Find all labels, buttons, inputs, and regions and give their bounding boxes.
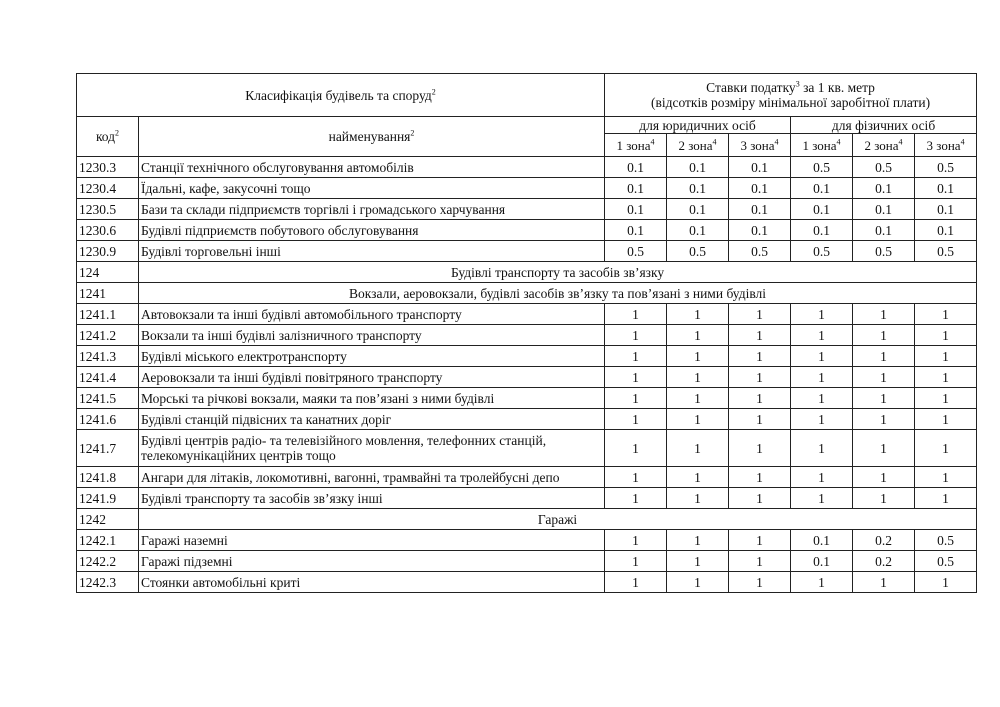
rate-cell: 1	[791, 430, 853, 467]
rate-cell: 1	[791, 409, 853, 430]
rate-cell: 0.5	[791, 241, 853, 262]
name-cell: Гаражі наземні	[139, 530, 605, 551]
rate-cell: 1	[729, 551, 791, 572]
table-row	[77, 430, 977, 467]
rate-cell: 1	[605, 388, 667, 409]
rate-cell: 0.1	[667, 178, 729, 199]
name-cell: Морські та річкові вокзали, маяки та пов’язані з ними будівлі	[139, 388, 605, 409]
rate-cell: 0.1	[791, 530, 853, 551]
code-cell: 1241.5	[77, 388, 139, 409]
table-row	[77, 325, 977, 346]
zone-header: 1 зона$^4$	[605, 134, 667, 157]
rate-cell: 1	[853, 488, 915, 509]
code-cell: 1241.1	[77, 304, 139, 325]
rate-cell: 1	[915, 367, 977, 388]
rate-cell: 1	[853, 467, 915, 488]
code-cell: 124	[77, 262, 139, 283]
rate-cell: 1	[605, 467, 667, 488]
table-row	[77, 488, 977, 509]
zone-header: 3 зона$^4$	[915, 134, 977, 157]
table-row	[77, 551, 977, 572]
rate-cell: 1	[729, 367, 791, 388]
rate-cell: 1	[605, 304, 667, 325]
rate-cell: 1	[605, 430, 667, 467]
rate-cell: 1	[853, 388, 915, 409]
code-cell: 1230.5	[77, 199, 139, 220]
name-cell: Будівлі торговельні інші	[139, 241, 605, 262]
code-cell: 1241.2	[77, 325, 139, 346]
name-cell: Будівлі центрів радіо- та телевізійного мовлення, телефонних станцій, телекомунікаційних центрів тощо	[139, 430, 605, 467]
table-row	[77, 388, 977, 409]
code-cell: 1242	[77, 509, 139, 530]
rate-cell: 0.5	[915, 157, 977, 178]
rate-cell: 1	[853, 346, 915, 367]
table-row	[77, 346, 977, 367]
rate-cell: 0.1	[667, 199, 729, 220]
rate-cell: 1	[915, 430, 977, 467]
rate-cell: 1	[853, 409, 915, 430]
rate-cell: 1	[915, 388, 977, 409]
rate-cell: 0.1	[729, 178, 791, 199]
rate-cell: 1	[915, 304, 977, 325]
classification-header: Класифікація будівель та споруд$^2$	[77, 74, 605, 117]
rate-cell: 0.1	[729, 220, 791, 241]
rate-cell: 1	[605, 488, 667, 509]
rate-cell: 1	[791, 572, 853, 593]
table-row	[77, 178, 977, 199]
rate-cell: 1	[605, 409, 667, 430]
rate-cell: 0.1	[853, 178, 915, 199]
rate-cell: 1	[667, 409, 729, 430]
rate-cell: 1	[791, 304, 853, 325]
rate-cell: 1	[667, 304, 729, 325]
rate-cell: 1	[915, 488, 977, 509]
code-cell: 1242.3	[77, 572, 139, 593]
rate-cell: 0.5	[915, 530, 977, 551]
name-cell: Стоянки автомобільні криті	[139, 572, 605, 593]
code-cell: 1241.6	[77, 409, 139, 430]
rate-cell: 0.1	[605, 178, 667, 199]
rate-cell: 1	[605, 325, 667, 346]
section-title: Будівлі транспорту та засобів зв’язку	[139, 262, 977, 283]
rate-cell: 0.1	[605, 199, 667, 220]
rate-cell: 1	[605, 551, 667, 572]
code-cell: 1230.3	[77, 157, 139, 178]
table-row	[77, 367, 977, 388]
code-cell: 1230.9	[77, 241, 139, 262]
rate-cell: 0.2	[853, 551, 915, 572]
rate-cell: 1	[791, 467, 853, 488]
name-cell: Будівлі підприємств побутового обслуговування	[139, 220, 605, 241]
rate-cell: 1	[729, 467, 791, 488]
rate-cell: 0.1	[915, 178, 977, 199]
rate-cell: 1	[729, 430, 791, 467]
code-cell: 1242.1	[77, 530, 139, 551]
rate-cell: 0.1	[853, 199, 915, 220]
table-row	[77, 157, 977, 178]
name-cell: Станції технічного обслуговування автомобілів	[139, 157, 605, 178]
section-title: Гаражі	[139, 509, 977, 530]
rate-cell: 1	[853, 367, 915, 388]
rate-cell: 1	[729, 530, 791, 551]
rate-cell: 1	[915, 467, 977, 488]
rates-header: Ставки податку$^3$ за 1 кв. метр (відсотків розміру мінімальної заробітної плати)	[605, 74, 977, 117]
rate-cell: 1	[667, 572, 729, 593]
rate-cell: 1	[791, 367, 853, 388]
zone-header: 2 зона$^4$	[853, 134, 915, 157]
rate-cell: 1	[729, 304, 791, 325]
code-cell: 1241.7	[77, 430, 139, 467]
name-cell: Аеровокзали та інші будівлі повітряного транспорту	[139, 367, 605, 388]
table-row	[77, 530, 977, 551]
rate-cell: 0.5	[667, 241, 729, 262]
zone-header: 3 зона$^4$	[729, 134, 791, 157]
rate-cell: 1	[667, 367, 729, 388]
zone-header: 2 зона$^4$	[667, 134, 729, 157]
table-row	[77, 572, 977, 593]
rate-cell: 0.1	[729, 157, 791, 178]
rate-cell: 1	[605, 346, 667, 367]
name-cell: Ангари для літаків, локомотивні, вагонні, трамвайні та тролейбусні депо	[139, 467, 605, 488]
table-row	[77, 199, 977, 220]
section-row	[77, 509, 977, 530]
rate-cell: 0.2	[853, 530, 915, 551]
rate-cell: 1	[667, 551, 729, 572]
rate-cell: 0.5	[729, 241, 791, 262]
name-cell: Гаражі підземні	[139, 551, 605, 572]
rate-cell: 1	[667, 467, 729, 488]
name-cell: Вокзали та інші будівлі залізничного транспорту	[139, 325, 605, 346]
table-row	[77, 467, 977, 488]
legal-entities-header: для юридичних осіб	[605, 117, 791, 134]
name-cell: Будівлі міського електротранспорту	[139, 346, 605, 367]
section-row	[77, 262, 977, 283]
rate-cell: 1	[791, 488, 853, 509]
code-cell: 1241.8	[77, 467, 139, 488]
rate-cell: 1	[605, 367, 667, 388]
code-cell: 1241.3	[77, 346, 139, 367]
rate-cell: 0.1	[791, 220, 853, 241]
rate-cell: 1	[605, 530, 667, 551]
rate-cell: 1	[667, 530, 729, 551]
table-row	[77, 220, 977, 241]
name-cell: Їдальні, кафе, закусочні тощо	[139, 178, 605, 199]
rate-cell: 1	[667, 430, 729, 467]
rate-cell: 1	[667, 488, 729, 509]
section-row	[77, 283, 977, 304]
rate-cell: 1	[729, 388, 791, 409]
rate-cell: 1	[729, 488, 791, 509]
rate-cell: 1	[605, 572, 667, 593]
rate-cell: 1	[915, 572, 977, 593]
rate-cell: 0.1	[667, 157, 729, 178]
code-header: код$^2$	[77, 117, 139, 157]
code-cell: 1242.2	[77, 551, 139, 572]
rate-cell: 1	[729, 572, 791, 593]
rate-cell: 0.1	[915, 220, 977, 241]
table-row	[77, 409, 977, 430]
code-cell: 1230.4	[77, 178, 139, 199]
rate-cell: 1	[853, 572, 915, 593]
table-row	[77, 304, 977, 325]
rate-cell: 0.5	[791, 157, 853, 178]
name-cell: Будівлі станцій підвісних та канатних доріг	[139, 409, 605, 430]
rate-cell: 1	[791, 388, 853, 409]
name-cell: Бази та склади підприємств торгівлі і громадського харчування	[139, 199, 605, 220]
rate-cell: 1	[791, 325, 853, 346]
rate-cell: 0.1	[791, 551, 853, 572]
rate-cell: 1	[729, 325, 791, 346]
rate-cell: 1	[853, 325, 915, 346]
rate-cell: 1	[667, 388, 729, 409]
code-cell: 1241.4	[77, 367, 139, 388]
rate-cell: 1	[853, 430, 915, 467]
name-cell: Будівлі транспорту та засобів зв’язку інші	[139, 488, 605, 509]
rate-cell: 1	[915, 325, 977, 346]
individuals-header: для фізичних осіб	[791, 117, 977, 134]
code-cell: 1230.6	[77, 220, 139, 241]
rate-cell: 0.1	[605, 220, 667, 241]
rate-cell: 0.1	[915, 199, 977, 220]
code-cell: 1241.9	[77, 488, 139, 509]
rate-cell: 1	[853, 304, 915, 325]
code-cell: 1241	[77, 283, 139, 304]
rate-cell: 0.5	[853, 241, 915, 262]
rate-cell: 0.5	[915, 551, 977, 572]
rate-cell: 0.5	[853, 157, 915, 178]
rate-cell: 0.5	[915, 241, 977, 262]
rate-cell: 0.1	[605, 157, 667, 178]
rate-cell: 1	[791, 346, 853, 367]
rate-cell: 1	[915, 409, 977, 430]
rate-cell: 1	[667, 346, 729, 367]
name-cell: Автовокзали та інші будівлі автомобільного транспорту	[139, 304, 605, 325]
rate-cell: 0.1	[791, 199, 853, 220]
rate-cell: 1	[729, 409, 791, 430]
rate-cell: 1	[915, 346, 977, 367]
table-row	[77, 241, 977, 262]
rate-cell: 1	[667, 325, 729, 346]
zone-header: 1 зона$^4$	[791, 134, 853, 157]
rate-cell: 0.1	[729, 199, 791, 220]
name-header: найменування$^2$	[139, 117, 605, 157]
section-title: Вокзали, аеровокзали, будівлі засобів зв’язку та пов’язані з ними будівлі	[139, 283, 977, 304]
rate-cell: 0.1	[667, 220, 729, 241]
tax-rates-table	[76, 73, 977, 593]
rate-cell: 0.1	[853, 220, 915, 241]
rate-cell: 0.5	[605, 241, 667, 262]
rate-cell: 0.1	[791, 178, 853, 199]
rate-cell: 1	[729, 346, 791, 367]
